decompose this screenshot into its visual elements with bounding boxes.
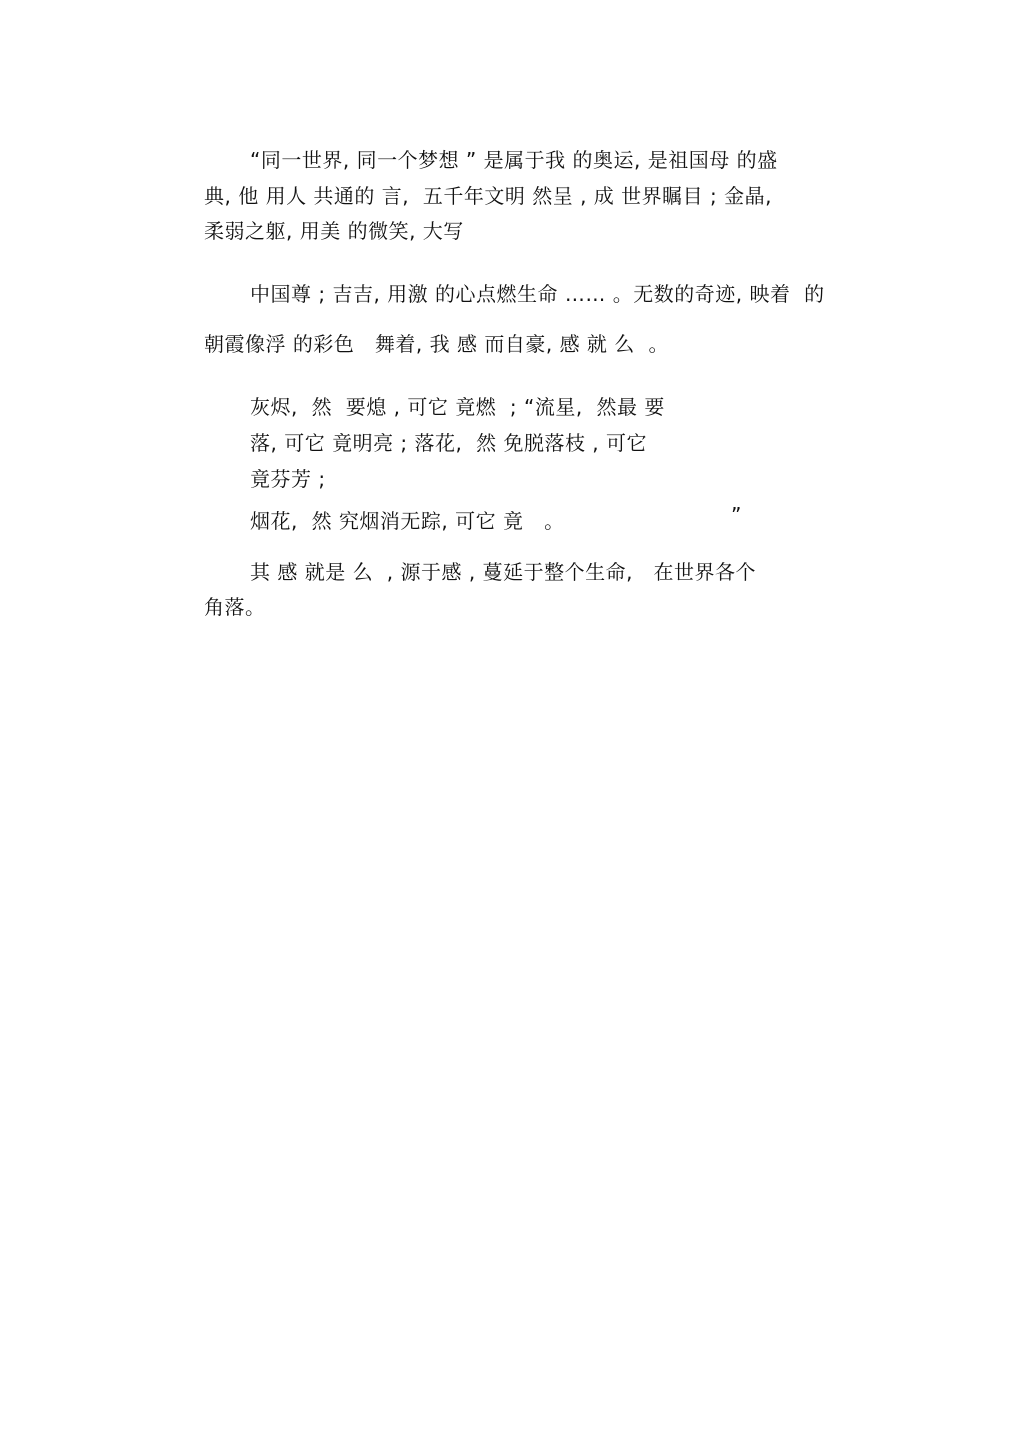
paragraph-2-line-2: 朝霞像浮 的彩色 舞着, 我 感 而自豪, 感 就 么 。 (204, 332, 670, 356)
quote-line-3: 竟芬芳 ; (250, 467, 326, 491)
paragraph-2-line-1: 中国尊 ; 吉吉, 用激 的心点燃生命 …… 。无数的奇迹, 映着 的 (250, 282, 825, 306)
quote-line-2: 落, 可它 竟明亮 ; 落花, 然 免脱落枝 , 可它 (250, 431, 648, 455)
paragraph-1-line-2: 典, 他 用人 共通的 言, 五千年文明 然呈 , 成 世界瞩目 ; 金晶, (204, 184, 772, 208)
quote-line-4: 烟花, 然 究烟消无踪, 可它 竟 。 (250, 509, 565, 533)
quote-line-1: 灰烬, 然 要熄 , 可它 竟燃 ; “流星, 然最 要 (250, 395, 665, 419)
paragraph-1-line-1: “同一世界, 同一个梦想 ” 是属于我 的奥运, 是祖国母 的盛 (250, 148, 778, 172)
quote-closing-mark: ” (731, 503, 742, 527)
paragraph-3-line-1: 其 感 就是 么 , 源于感 , 蔓延于整个生命, 在世界各个 (250, 560, 757, 584)
paragraph-3-line-2: 角落。 (204, 595, 266, 619)
paragraph-1-line-3: 柔弱之躯, 用美 的微笑, 大写 (204, 219, 464, 243)
